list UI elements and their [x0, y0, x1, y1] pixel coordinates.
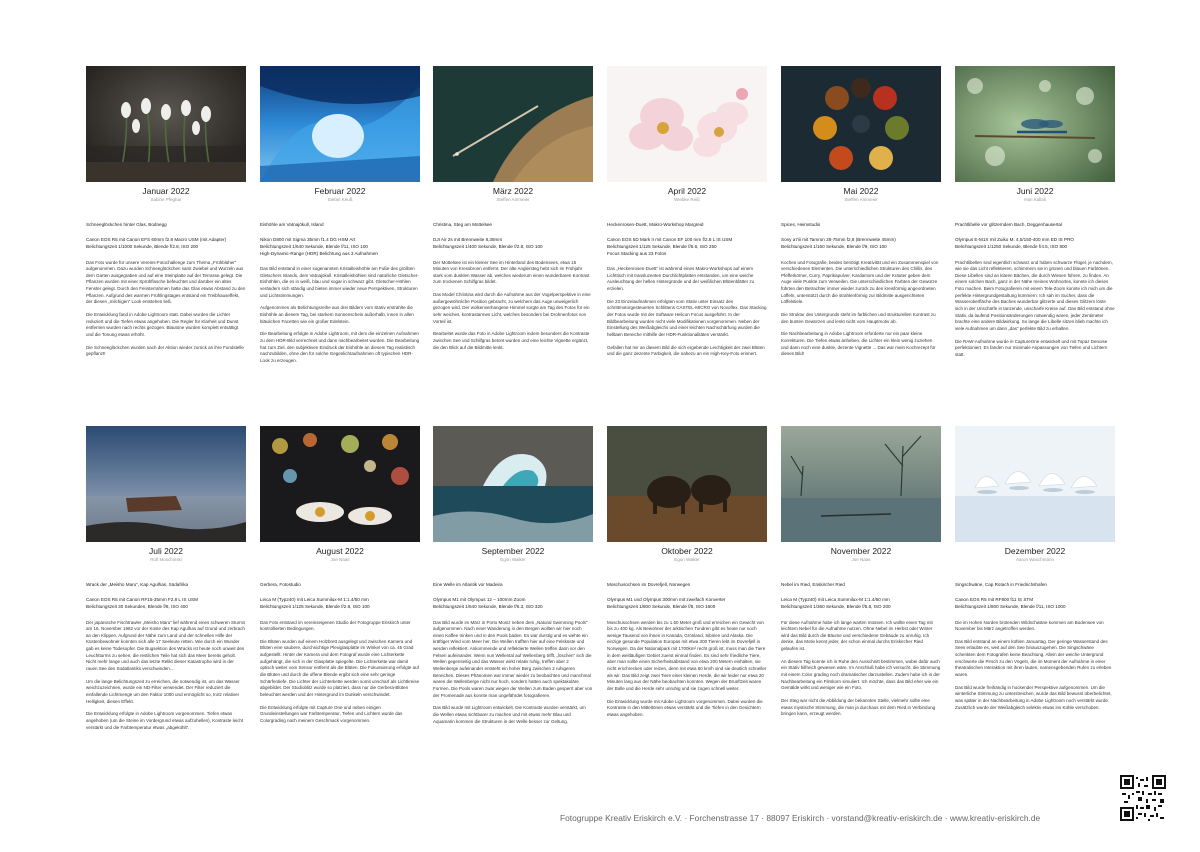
description — [955, 260, 1115, 359]
photographer: Egon Walker — [500, 557, 526, 562]
description-paragraph: Die Entwicklung erfolgte mit Capture One und neben einigen Grundeinstellungen war Farbtemperatur, Tiefen und Lichtern wurde das Colorgrading nach meinem Geschmack vorgenommen. — [260, 704, 403, 724]
photo-subject: Spices, Heimstudio — [781, 222, 821, 227]
photo-subject: Christina, Steg am Mottelsee — [433, 222, 492, 227]
month-title: Dezember 2022 — [1004, 546, 1066, 556]
photographer: Joe Naas — [851, 557, 871, 562]
photo-subject: Heckenrosen-Duett, Makro-Workshop Margreid — [607, 222, 704, 227]
photo-dragonfly — [955, 66, 1115, 182]
month-november — [781, 426, 941, 724]
camera-settings: Canon EOS R5 mit Canon EFS 60mm f2.8 Macro USM (mit Adapter) Belichtungszeit 1/1000 Sekunde, Blende f/2.8, ISO 200 — [86, 237, 227, 249]
camera-settings: Canon EOS R5 mit Canon RF15-35mm F2.8 L IS USM Belichtungszeit 30 Sekunden, Blende f/8, ISO 400 — [86, 597, 198, 609]
photo-subject: Wrack der „Meisho Maru“, Kap Agulhas, Südafrika — [86, 582, 189, 587]
description — [607, 620, 767, 719]
camera-settings: Leica M (Typ240) mit Leica Summilux-M 1:1.4/50 mm Belichtungszeit 1/125 Sekunde, Blende f/2.8, ISO 100 — [260, 597, 370, 609]
description-paragraph: Gefallen hat mir an diesem Bild die sich ergebende Leichtigkeit der zwei Blüten und die ganz dezente Farbigkeit, die nahezu an ein High-Key-Foto erinnert. — [607, 344, 765, 357]
description — [86, 620, 246, 732]
description-paragraph: Das Model Christina wird durch die Aufnahme aus der Vogelperspektive in eine außergewöhnliche Position gebracht, zu welchem das Auge unweigerlich gezogen wird. Der wolkenverhangene Himmel sorgte am Tag des Fotos für ein sehr weiches, kontrastarmes Licht, welches besonders bei Drohnenfotos von Vorteil ist. — [433, 292, 591, 324]
footer-contact[interactable]: Fotogruppe Kreativ Eriskirch e.V. · Forchenstrasse 17 · 88097 Eriskirch · vorstand@kreativ-eriskirch.de · www.kreativ-eriskirch.de — [560, 813, 1041, 823]
description-paragraph: Die Schneeglöckchen wurden nach der Aktion wieder zurück an ihre Fundstelle gepflanzt! — [86, 344, 244, 357]
photo-snowdrops — [86, 66, 246, 182]
photographer: Steffen Ammeier — [496, 197, 530, 202]
description — [781, 620, 941, 719]
month-title: April 2022 — [667, 186, 707, 196]
photo-spices — [781, 66, 941, 182]
description — [607, 266, 767, 358]
month-title: Oktober 2022 — [661, 546, 713, 556]
description — [260, 266, 420, 365]
description-paragraph: Der Mottelsee ist ein kleiner See im Hinterland des Bodensees, etwa 15 Minuten von Kressbronn entfernt. Der alte Anglersteg hebt sich im Frühjahr stark vom dunklen Wasser ab, welches wiederum einen wunderbaren Kontrast zum trockenen Schilfgras bildet. — [433, 259, 590, 285]
photo-shipwreck — [86, 426, 246, 542]
month-title: September 2022 — [481, 546, 545, 556]
description-paragraph: Die Nachbearbeitung in Adobe Lightroom erforderte nur ein paar kleine Korrekturen. Die Tiefen etwas anheben, die Lichter ein klein wenig zuziehen und dann noch eine dunkle, dezente Vignette ... Das war mein Kochrezept für dieses Bild! — [781, 331, 936, 357]
photo-gerbera — [260, 426, 420, 542]
description — [86, 260, 246, 359]
description-paragraph: Um die lange Belichtungszeit zu erreichen, die notwendig ist, um das Wasser weichzuzeichnen, wurde ein ND-Filter verwendet. Der Filter reduziert die einfallende Lichtmenge um den Faktor 1000 und ermöglicht so, trotz relativer Helligkeit, diesen Effekt. — [86, 678, 240, 704]
description-paragraph: Das Bild wurde im März in Porto Moniz neben dem „Natural Swimming Pools“ aufgenommen. Nach einer Wanderung in den Bergen wollten wir hier noch einen Kaffee trinken und in den Pools baden. Es war durstig und es wehte ein kräftiger Wind vom Meer her. Die Wellen trafften hier auf eine Felsküste und werden reflektiert. Ankommende und reflektierte Wellen treffen dann vor den Felsen aufeinander. Wenn nun Wellental auf Wellenberg trifft, „löschen“ sich die Wellen gegenseitig und das Wasser wirkt relativ ruhig, treffen aber 2 Wellenberge aufeinander entsteht ein hoher Berg zwischen 2 ruhigeren Bereichen. Dieses Phänomen war immer wieder zu beobachten und manchmal waren die Wellenberge nicht nur hoch, sondern hatten auch spektakuläre Formen. Die Pools waren zwar wegen der Wellen zum Baden gesperrt aber von der Promenade aus konnte man ungefährdet fotografieren. — [433, 619, 593, 698]
qr-code-icon[interactable] — [1120, 775, 1166, 821]
photo-subject: Moschusochsen im Dovrefjell, Norwegen — [607, 582, 691, 587]
description — [260, 620, 420, 725]
photographer: Wiebke Reiß — [674, 197, 700, 202]
description-paragraph: An diesem Tag konnte ich in Ruhe den Ausschnitt bestimmen, wobei dafür auch ein Stativ hilfreich gewesen wäre. Im Anschluß habe ich versucht, die Stimmung mit einem Color grading noch dramatischer darzustellen. Zudem habe ich in der Nachbearbeitung ein Filmkorn simuliert. Ich möchte, dass das Bild eher wie ein Gemälde wirkt und weniger wie ein Foto. — [781, 658, 941, 691]
month-august — [260, 426, 420, 731]
photo-swans — [955, 426, 1115, 542]
month-july — [86, 426, 246, 737]
description-paragraph: Das Bild entstand in einer sogenannten Kristalleishöhle am Fuße des größten Gletschers Islands, dem Vatnajökull. Kristalleishöhlen sind natürliche Gletscher-Eishöhlen, die es in weiß, blau und sogar in schwarz gibt. Gletscher-Höhlen verändern sich ständig und bieten immer wieder neue Perspektiven, Strukturen und Lichtstimmungen. — [260, 266, 419, 298]
description-paragraph: Die 23 Einzelaufnahmen erfolgten vom Stativ unter Einsatz des schrittmotorgesteuerten Schlittens CASTEL-MICRO von Novoflex. Das Stacking der Fotos wurde mit der Software Helicon Focus ausgeführt. In der Bildbearbeitung wurden nicht viele Modifikationen vorgenommen. Neben der Einstellung des Weißabgleichs und einer leichten Nachschärfung wurden die helltaen Bereiche mithilfe der HDR-Funktionalitäten verstärkt. — [607, 298, 767, 338]
month-title: Juli 2022 — [148, 546, 184, 556]
photo-subject: Singschwäne, Cap Rotach in Friedrichshafen — [955, 582, 1047, 587]
photographer: Sabine Pfeghar — [150, 197, 182, 202]
photo-subject: Gerbera, Fotostudio — [260, 582, 301, 587]
month-june — [955, 66, 1115, 365]
month-january — [86, 66, 246, 364]
month-title: Februar 2022 — [314, 186, 366, 196]
description-paragraph: Der japanische Fischtrawler „Meisho Maru“ lief während eines schweren Sturms am 16. November 1982 vor der Küste des Kap Agulhas auf Grund und zerbrach an den Klippen. Aufgrund der Nähe zum Land und der schnellen Hilfe der Küstenbewohner konnten sich alle 17 Seeleute retten. Wie durch ein Wunder gab es keine Todesopfer. Die Bugsektion des Wracks ist heute noch unweit des Leuchtturms zu sehen, die restlichen Teile hat sich das Meer bereits geholt. Nicht mehr lange und auch das letzte Relikt dieser Katastrophe wird in der rauen See des Südatlantiks verschwinden... — [86, 619, 246, 672]
photo-subject: Nebel im Ried, Eriskircher Ried — [781, 582, 845, 587]
camera-settings: Sony a7iii mit Tamron 28-75mm f2,8 (Brennweite 45mm) Belichtungszeit 1/160 Sekunde, Blende f/9, ISO 100 — [781, 237, 896, 249]
camera-settings: Olympus M1 und Olympus 300mm mit zweifach Konverter Belichtungszeit 1/800 Sekunde, Blende f/8, ISO 1600 — [607, 597, 726, 609]
description-paragraph: Das Bild entstand an einem kühlen Januartag. Der geringe Wasserstand des Sees erlaubte es, weit auf den See hinauszugehen. Die Singschwäne schenkten dem Fotografen keine Beachtung. Allein der weiche Untergrund erschwerte die Pirsch zu den Vögeln, die im Moment der Aufnahme in einer theatralischen Interaktion mit ihren lauten, namensgebenden Rufen zu erleben waren. — [955, 638, 1112, 678]
description-paragraph: Die Entwicklung fand in Adobe Lightroom statt. Dabei wurden die Lichter reduziert und die Tiefen etwas angehoben. Die Regler für Klarheit und Dunst entfernen wurden nach rechts gezogen. Blautöne wurden komplett entsättigt und die Tonung etwas erhöht. — [86, 312, 239, 338]
photo-subject: Eishöhle am Vatnajökull, Island — [260, 222, 324, 227]
description-paragraph: Die RAW-Aufnahme wurde in CaptureOne entwickelt und mit Topaz Denoise perfektioniert. Es fanden nur minimale Anpassungen von Tiefen und Lichtern statt. — [955, 338, 1108, 358]
photo-wave — [433, 426, 593, 542]
camera-settings: Olympus M1 mit Olympus 12 – 100mm Zoom Belichtungszeit 1/640 Sekunde, Blende f/6.3, ISO 320 — [433, 597, 543, 609]
description-paragraph: Aufgenommen als Belichtungsreihe aus drei Bildern vom Stativ erstrahlte die Eishöhle an diesem Tag, bei starkem Sonnenschein außerhalb, innen in allen bläulichen Facetten wie ein großer Edelstein. — [260, 305, 414, 324]
camera-settings: Leica M (Typ240) mit Leica Summilux-M 1:1.4/50 mm Belichtungszeit 1/360 Sekunde, Blende f/5.6, ISO 200 — [781, 597, 891, 609]
month-may — [781, 66, 941, 364]
month-february — [260, 66, 420, 371]
photo-subject: Prachtlibelle vor glitzerndem Bach, Deggenhausertal — [955, 222, 1062, 227]
description-paragraph: Die Bearbeitung erfolgte in Adobe Lightroom, mit dem die einzelnen Aufnahmen zu dem HDR-Bild verrechnet und dann nachbearbeitet wurden. Die Bearbeitung hat zum Ziel, den subjektiven Eindruck der Eishöhle an diesem Tag realistisch nachzubilden, ohne den für solche Gegenlichtaufnahmen oft typischen HDR-Look zu erzeugen. — [260, 331, 420, 364]
description-paragraph: Für diese Aufnahme habe ich lange warten müssen. Ich wollte einen Tag mit leichtem Nebel für die Aufnahme nutzen. Ohne Nebel im Herbst oder Winter wird das Bild durch die Bäume und verschiedene Gebäude zu unruhig. Ich denke, das Motiv kennt jeder, der schon einmal durchs Eriskircher Ried gelaufen ist. — [781, 619, 933, 652]
description-paragraph: Das Foto entstand im vereinseigenen Studio der Fotogruppe Eriskirch unter kontrollierten Bedingungen. — [260, 619, 411, 632]
photo-fog-marsh — [781, 426, 941, 542]
month-title: August 2022 — [316, 546, 364, 556]
month-title: Januar 2022 — [142, 186, 190, 196]
description — [955, 620, 1115, 712]
description-paragraph: Das „Heckenrosen-Duett“ ist während eines Makro-Workshops auf einem Lichttisch mit transluzenten Durchlichtplatten entstanden, um eine weiche Ausleuchtung der hellen Hintergründe und der weißlichen Blütenblätter zu erzielen. — [607, 266, 755, 292]
description-paragraph: Das Foto wurde für unsere Vereins-Fotochallenge zum Thema „Frühblüher“ aufgenommen. Dazu wurden Schneeglöckchen samt Zwiebel und Wurzeln aus dem Garten ausgegraben und auf eine Steinplatte auf der Terrasse gelegt. Die Pflanzen wurden mit einer Sprühflasche befeuchtet und darüber ein altes Fenster gelegt. Durch den Fensterrahmen hatte das Glas etwas Abstand zu den Pflanzen. Aufgrund des warmen Frühlingstages entstand ein Treibhauseffekt, der diesen „milchigen“ Look entstehen ließ. — [86, 259, 246, 305]
photographer: Rolf Moschinski — [150, 557, 182, 562]
photo-ice-cave — [260, 66, 420, 182]
description-paragraph: Das Bild wurde mit Lightroom entwickelt. Die Kontraste wurden verstärkt, um die Wellen etwas sichtbarer zu machen und mit etwas mehr Blau und Aquamarin kommen die Strukturen in der Welle besser zur Geltung. — [433, 705, 586, 724]
description-paragraph: Die Entwicklung erfolgte in Adobe Lightroom vorgenommen. Tiefen etwas angehoben (um die Steine im Vordergrund etwas aufzuhellen), Kontraste leicht verstärkt und die Farbtemperatur etwas „abgekühlt“. — [86, 711, 244, 730]
description-paragraph: Prachtlibellen sind eigentlich schwarz und haben schwarze Flügel, je nachdem, wie sie das Licht reflektieren, schimmern sie in grünen und blauen Farbtönen. Diese Libellen sind an klaren Bächen, die durch Wiesen führen, zu finden. An einem solchen Bach, ganz in der Nähe meines Wohnortes, konnte ich dieses Foto machen. Beim Fotografieren mit einem Tele-Zoom konnte ich mich um die perfekte Hintergrundgestaltung kümmern: Ich sah im Sucher, dass die Wasseroberfläche des Baches wunderbar glitzerte und dieses Glitzern löste sich in der Unschärfe in tanzende, unscharfe Kreise auf. Das Bild entstand ohne Stativ, da laufend Positionsänderungen notwendig waren, jeder Zentimeter brachte eine andere Bildwirkung. So lange die Libelle sitzen blieb machte ich viele Aufnahmen um dann „das“ perfekte Bild zu erhalten. — [955, 259, 1115, 332]
camera-settings: DJI Air 2s mit Brennweite 8,38mm Belichtungszeit 1/400 Sekunde, Blende f/2.8, ISO 100 — [433, 237, 543, 249]
description-paragraph: Die im Hohen Norden brütenden Wildschwäne kommen am Bodensee von November bis März angetroffen werden. — [955, 619, 1104, 632]
month-april — [607, 66, 767, 364]
description-paragraph: Das Bild wurde freihändig in hockender Perspektive aufgenommen. Um die winterliche Stimmung zu unterstreichen, wurde das Bild bewusst überbelichtet, was später in der Nachbearbeitung in Adobe Lightroom noch verstärkt wurde. Zusätzlich wurde der Weißabgleich selektiv etwas ins Kühle verschoben. — [955, 684, 1112, 710]
photo-jetty-aerial — [433, 66, 593, 182]
photographer: Aaron Waschmann — [1015, 557, 1055, 562]
description-paragraph: Bearbeitet wurde das Foto in Adobe Lightroom indem besonders die Kontraste zwischen See und Schilfgras betont wurden und eine leichte Vignette ergänzt, die den Blick auf die Bildmitte lenkt. — [433, 331, 590, 350]
month-september — [433, 426, 593, 731]
month-title: März 2022 — [492, 186, 534, 196]
description-paragraph: Moschusochsen werden bis zu 1.50 Meter groß und erreichen ein Gewicht von bis zu 400 kg. Als Bewohner der arktischen Tundren gibt es heute nur noch wenige Tausend von ihnen in Kanada, Grönland, Sibirien und Alaska. Die einzige gesunde Population Europas mit etwa 300 Tieren lebt im Dovrefjell in Norwegen. Da der Nationalpark mit 1700km² recht groß ist, muss man die Tiere in dem weitläufigen Gebiet zuerst einmal finden. Es sind sehr friedliche Tiere, aber man sollte einen Sicherheitsabstand von etwa 200 Metern einhalten, sie nicht erschrecken oder reizen, denn mit etwa 60 km/h sind sie deutlich schneller als wir. Das Bild zeigt zwei Tiere einer kleinen Herde, die wir leider nur etwa 20 Minuten lang aus der Nähe beobachten konnten. Wegen der Brunftzeit waren der Bulle und die Herde sehr unruhig und sie zogen schnell weiter. — [607, 619, 767, 692]
photo-muskoxen — [607, 426, 767, 542]
description-paragraph: Die Blüten wurden auf einem Holzbrett ausgelegt und zwischen Kamera und Blüten eine saubere, durchsichtige Plexiglasplatte im Winkel von ca. 45 Grad aufgestellt. Hinter der Kamera und dem Fotograf wurde eine Lichterkette aufgehängt, die sich in der Glasplatte spiegelte. Die Lichterkette war damit optisch weiter vom Sensor entfernt als die Blüten. Die Fokussierung erfolgte auf die Blüten und durch die offene Blende ergibt sich eine sehr geringe Schärfentiefe. Die Lichter der Lichterkette werden somit unscharf als Lichtkreise abgebildet. Der Studioblitz wurde so platziert, dass nur die Gerbera-Blüten beleuchtet werden und der Hintergrund im Dunkeln verschwindet. — [260, 638, 420, 698]
camera-settings: Canon EOS 5D Mark II mit Canon EF 100 mm f/2.8 L IS USM Belichtungszeit 1/125 Sekunde, Blende f/5.6, ISO 250 Focus Stacking aus 23 Fotos — [607, 237, 733, 256]
photo-subject: Eine Welle im Atlantik vor Madeira — [433, 582, 503, 587]
photographer: Steffen Ammeier — [844, 197, 878, 202]
month-march — [433, 66, 593, 357]
month-title: November 2022 — [830, 546, 892, 556]
month-october — [607, 426, 767, 725]
description — [433, 620, 593, 726]
photo-rose-blossoms — [607, 66, 767, 182]
description-paragraph: Kochen und Fotografie, beides benötigt Kreativität und ein Zusammenspiel von verschiedenen Elementen. Die unterschiedlichen Strukturen des Chillis, des Pfefferkörner, Curry, Paprikapulver, Kardamom und der Kräuter geben dem Auge viele Punkte zum Verweilen. Die unterschiedlichen Farbten der Gewürze führten den Betrachter immer wieder zurück zu den kreisförmig angeordneten Löffeln, unterstützt durch die strahlenförmig zur Bildmitte ausgerichteten Löffelstiele. — [781, 259, 939, 305]
camera-settings: Olympus E-M1X mit Zuiko M. 4,5/150-400 mm ED IS PRO Belichtungszeit 1/1250 Sekunde, Blende f/4.5, ISO 800 — [955, 237, 1074, 249]
description-paragraph: Die Entwicklung wurde mit Adobe Lightroom vorgenommen. Dabei wurden die Kontraste in den Mitteltönen etwas verstärkt und die Tiefen in den Gesichtern etwas angehoben. — [607, 698, 763, 718]
photographer: Joe Naas — [330, 557, 350, 562]
description — [781, 260, 941, 359]
camera-settings: Canon EOS R5 mit RF800 f11 IS STM Belichtungszeit 1/800 Sekunde, Blende f/11, ISO 1000 — [955, 597, 1066, 609]
month-title: Juni 2022 — [1016, 186, 1054, 196]
month-title: Mai 2022 — [843, 186, 879, 196]
month-december — [955, 426, 1115, 717]
camera-settings: Nikon D800 mit Sigma 35mm f1.4 DG HSM Art Belichtungszeit 1/640 Sekunde, Blende f/11, ISO 100 High-Dynamic-Range (HDR) Belichtung aus 3 Aufnahmen — [260, 237, 378, 256]
description-paragraph: Der Steg war nicht die Abbildung der bekannten Stelle, vielmehr sollte eine etwas mystische Stimmung, die man ja durchaus mit dem Ried in Verbindung bringen kann, erzeugt werden. — [781, 698, 936, 717]
photo-subject: Schneeglöckchen hinter Glas, Bodnegg — [86, 222, 167, 227]
photographer: Hari Kallali — [1024, 197, 1046, 202]
description-paragraph: Die Struktur des Untergrunds steht im farblichen und strukturellen Kontrast zu den bunten Gewürzen und lenkt nicht vom Hauptmotiv ab. — [781, 312, 936, 324]
description — [433, 260, 593, 352]
photographer: Stefan Keuß — [327, 197, 353, 202]
photographer: Egon Walker — [674, 557, 700, 562]
